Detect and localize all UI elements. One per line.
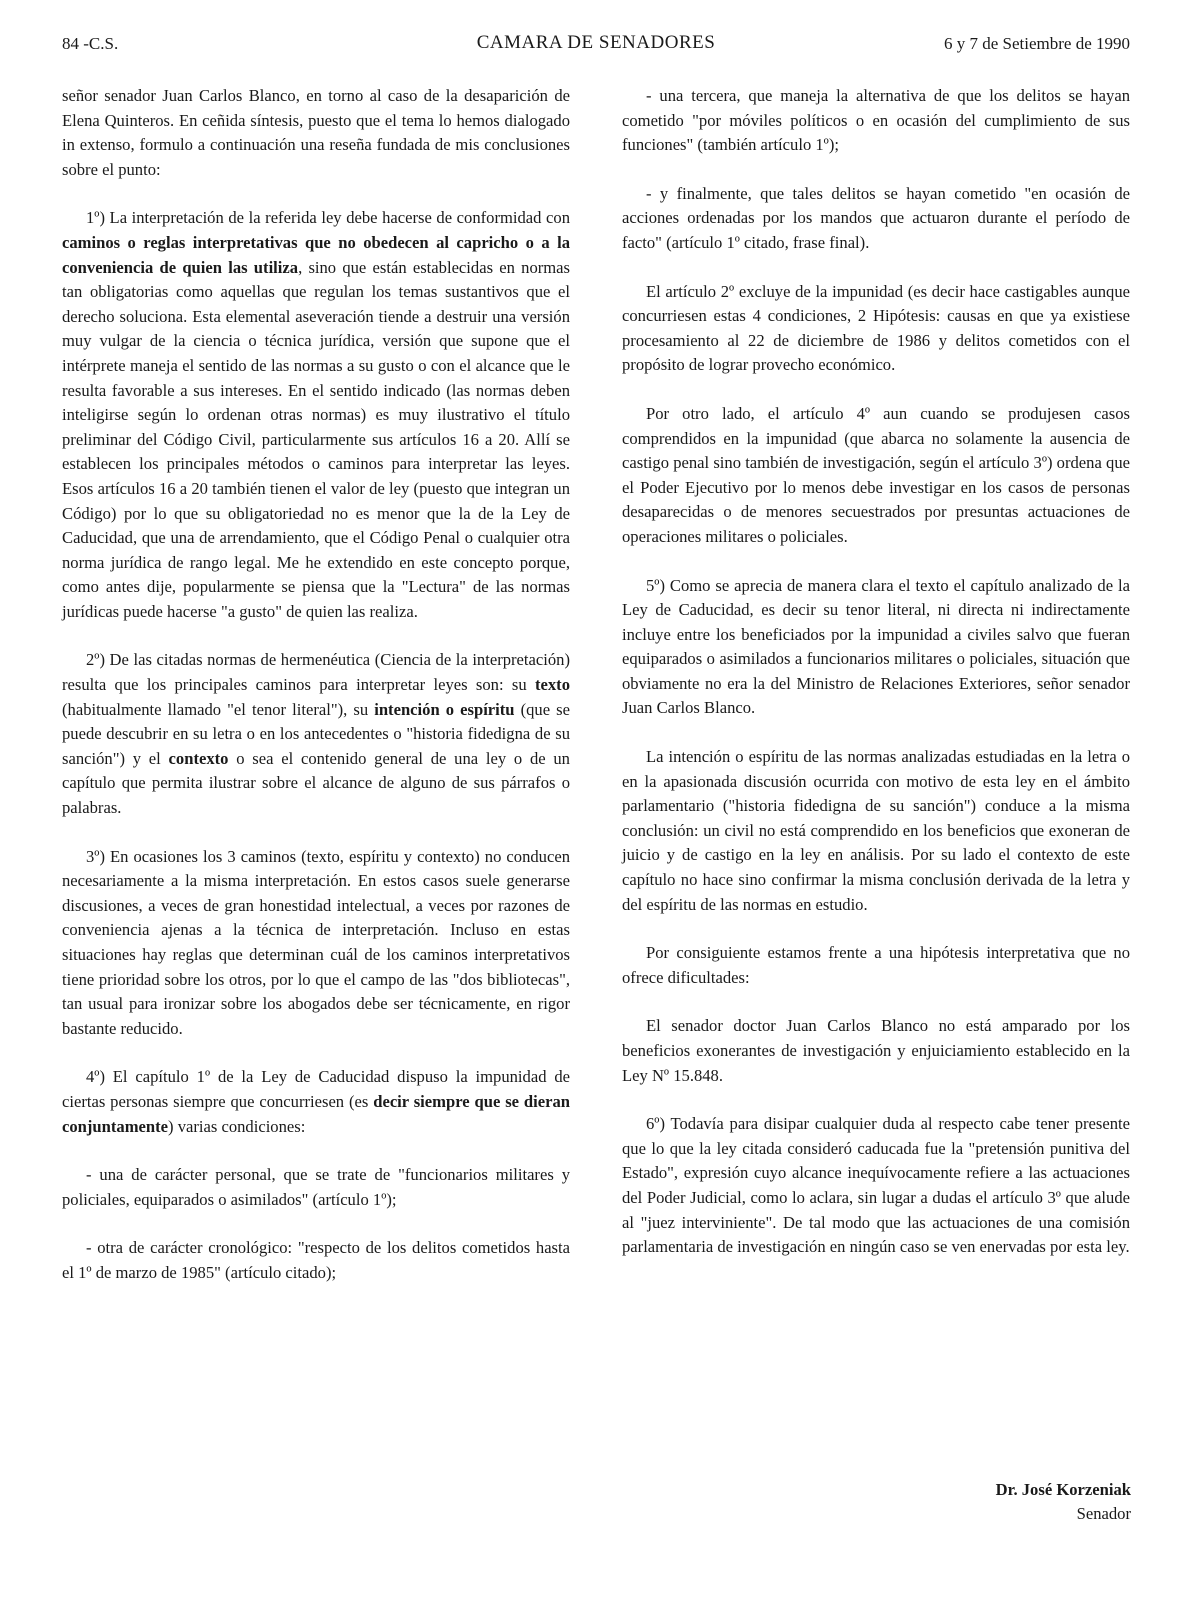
paragraph-point-5: 5º) Como se aprecia de manera clara el texto el capítulo analizado de la Ley de Caducidad, es decir su tenor literal, ni directa ni indirectamente incluye entre los beneficiados por la impunidad a civiles salvo que fueran equiparados o asimilados a funcionarios militares o policiales, situación que obviamente no era la del Ministro de Relaciones Exteriores, señor senador Juan Carlos Blanco. (622, 575, 1130, 718)
page-header (62, 32, 1130, 56)
page-number: 84 -C.S. (62, 34, 119, 53)
point-2-emphasis-context: contexto (168, 748, 229, 768)
point-2-emphasis-intent: intención o espíritu (374, 699, 515, 719)
condition-orders: - y finalmente, que tales delitos se hayan cometido "en ocasión de acciones ordenadas por los mandos que actuaron durante el período de facto" (artículo 1º citado, frase final). (622, 183, 1130, 252)
point-2-text-c: (habitualmente llamado "el tenor literal"), su (62, 699, 375, 719)
condition-chronological: - otra de carácter cronológico: "respecto de los delitos cometidos hasta el 1º de marzo de 1985" (artículo citado); (62, 1238, 570, 1282)
paragraph-hypothesis: Por consiguiente estamos frente a una hipótesis interpretativa que no ofrece dificultades: (622, 943, 1130, 987)
left-column (62, 84, 570, 1310)
paragraph-point-2 (62, 648, 570, 820)
point-1-emphasis: caminos o reglas interpretativas que no obedecen al capricho o a la conveniencia de quien las utiliza (62, 232, 570, 277)
paragraph-point-3: 3º) En ocasiones los 3 caminos (texto, espíritu y contexto) no conducen necesariamente a la misma interpretación. En estos casos suele generarse discusiones, a veces de gran honestidad intelectual, a veces por razones de conveniencia ajenas a la técnica de interpretación. Incluso en estas situaciones hay reglas que determinan cuál de los caminos interpretativos tiene prioridad sobre los otros, por lo que el campo de las "dos bibliotecas", tan usual para ironizar sobre los abogados debe ser técnicamente, en rigor bastante reducido. (62, 846, 570, 1038)
point-2-text-a: 2º) De las citadas normas de hermenéutica (Ciencia de la interpretación) resulta que los principales caminos para interpretar leyes son: su (62, 650, 570, 695)
point-4-text-a: 4º) El capítulo 1º de la Ley de Caducidad dispuso la impunidad de ciertas personas siempre que concurriesen (es (62, 1067, 570, 1111)
condition-personal: - una de carácter personal, que se trate de "funcionarios militares y policiales, equiparados o asimilados" (artículo 1º); (62, 1165, 570, 1209)
paragraph-conclusion: El senador doctor Juan Carlos Blanco no está amparado por los beneficios exonerantes de investigación y enjuiciamiento establecido en la Ley Nº 15.848. (622, 1016, 1130, 1085)
paragraph-article-4: Por otro lado, el artículo 4º aun cuando se produjesen casos comprendidos en la impunidad (que abarca no solamente la ausencia de castigo penal sino también de investigación, según el artículo 3º) ordena que el Poder Ejecutivo por lo menos debe investigar en los casos de personas desaparecidas o de menores secuestrados por presuntas actuaciones de operaciones militares o policiales. (622, 403, 1130, 546)
condition-motive: - una tercera, que maneja la alternativa de que los delitos se hayan cometido "por móviles políticos o en ocasión del cumplimiento de sus funciones" (también artículo 1º); (622, 86, 1130, 155)
point-2-text-e: (que se puede descubrir en su letra o en los antecedentes o "historia fidedigna de su sanción") y el (62, 699, 571, 768)
session-date: 6 y 7 de Setiembre de 1990 (943, 34, 1130, 53)
point-2-emphasis-text: texto (534, 675, 570, 695)
point-1-text-c: , sino que están establecidas en normas tan obligatorias como aquellas que regulan los temas sustantivos que el derecho soluciona. Esta elemental aseveración tiende a destruir una versión muy vulgar de la ciencia o técnica jurídica, versión que supone que el intérprete maneja el sentido de las normas a su gusto o con el alcance que le resulta favorable a sus intereses. En el sentido indicado (las normas deben inteligirse según lo ordenan otras normas) es muy ilustrativo el título preliminar del Código Civil, particularmente sus artículos 16 a 20. Allí se establecen los principales métodos o caminos para interpretar las leyes. Esos artículos 16 a 20 también tienen el valor de ley (puesto que integran un Código) por lo que su obligatoriedad no es menor que la de la Ley de Caducidad, que una de arrendamiento, que el Código Penal o cualquier otra norma jurídica de rango legal. Me he extendido en este concepto porque, como antes dije, popularmente se piensa que la "Lectura" de las normas jurídicas puede hacerse "a gusto" de quien las realiza. (62, 257, 571, 621)
paragraph-article-2: El artículo 2º excluye de la impunidad (es decir hace castigables aunque concurriesen estas 4 condiciones, 2 Hipótesis: causas en que ya existiese procesamiento al 22 de diciembre de 1986 y delitos cometidos con el propósito de lograr provecho económico. (622, 281, 1130, 375)
paragraph-intro: señor senador Juan Carlos Blanco, en torno al caso de la desaparición de Elena Quinteros. En ceñida síntesis, puesto que el tema lo hemos dialogado in extenso, formulo a continuación una reseña fundada de mis conclusiones sobre el punto: (62, 86, 570, 179)
signature-name: Dr. José Korzeniak (995, 1480, 1131, 1499)
paragraph-intention: La intención o espíritu de las normas analizadas estudiadas en la letra o en la apasionada discusión ocurrida con motivo de esta ley en el ámbito parlamentario ("historia fidedigna de su sanción") conduce a la misma conclusión: un civil no está comprendido en los beneficios que exoneran de juicio y de castigo en la ley en análisis. Por su lado el contexto de este capítulo no hace sino confirmar la misma conclusión derivada de la letra y del espíritu de las normas en estudio. (622, 747, 1130, 914)
paragraph-point-4 (62, 1065, 570, 1139)
point-4-text-c: ) varias condiciones: (168, 1116, 306, 1136)
signature-title: Senador (1076, 1504, 1131, 1523)
signature-block (996, 1478, 1131, 1526)
page-title: CAMARA DE SENADORES (476, 32, 716, 53)
point-1-text-a: 1º) La interpretación de la referida ley debe hacerse de conformidad con (86, 208, 570, 228)
right-column (622, 84, 1130, 1284)
paragraph-point-1 (62, 206, 570, 624)
point-4-emphasis: decir siempre que se dieran conjuntamente (62, 1091, 571, 1136)
paragraph-point-6: 6º) Todavía para disipar cualquier duda al respecto cabe tener presente que lo que la ley citada consideró caducada fue la "pretensión punitiva del Estado", expresión cuyo alcance inequívocamente refiere a las actuaciones del Poder Judicial, como lo aclara, sin lugar a dudas el artículo 3º que alude al "juez interviniente". De tal modo que las actuaciones de una comisión parlamentaria de investigación en ningún caso se ven enervadas por esta ley. (622, 1114, 1130, 1257)
point-2-text-g: o sea el contenido general de una ley o de un capítulo que permita ilustrar sobre el alcance de alguno de sus párrafos o palabras. (62, 748, 570, 818)
